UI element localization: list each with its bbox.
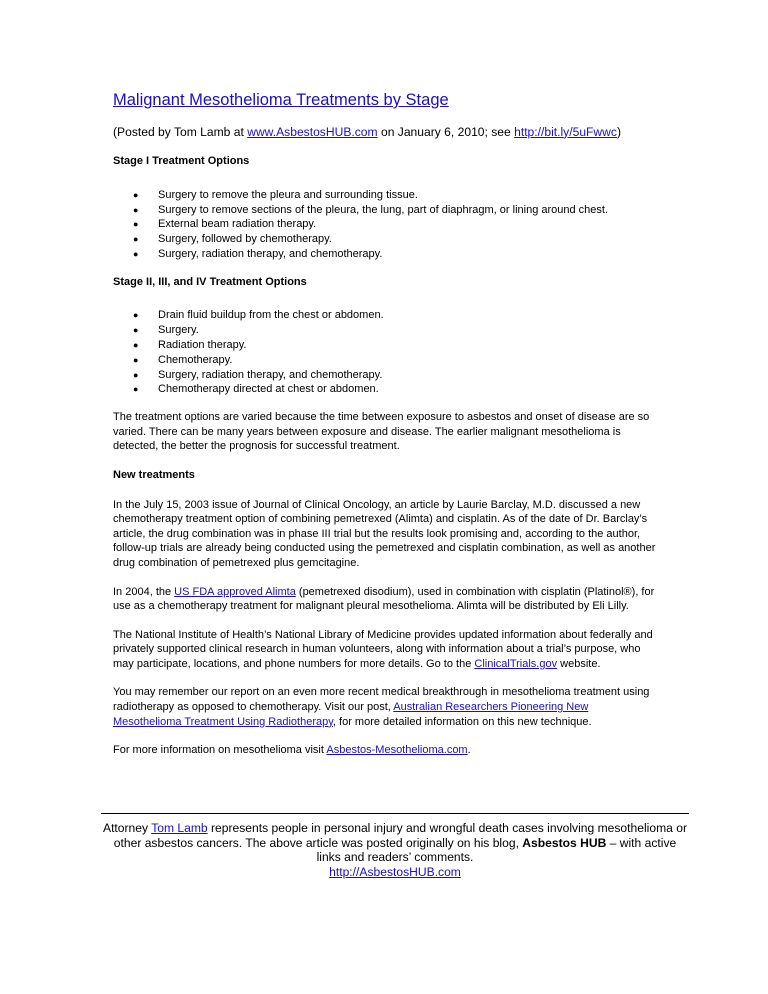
list-item <box>113 232 658 247</box>
list-item-text: Surgery, radiation therapy, and chemotherapy. <box>158 368 383 381</box>
list-item-text: Surgery, followed by chemotherapy. <box>158 233 332 246</box>
list-item-text: Surgery. <box>158 324 199 337</box>
clinicaltrials-link[interactable]: ClinicalTrials.gov <box>474 657 558 670</box>
posted-prefix: (Posted by Tom Lamb at <box>113 124 248 139</box>
blog-name: Asbestos HUB <box>522 835 607 850</box>
asbestos-mesothelioma-link[interactable]: Asbestos-Mesothelioma.com <box>326 744 468 757</box>
bullet-icon: ● <box>133 204 139 215</box>
footer-text-2: – with active links and readers’ comments. <box>316 835 677 865</box>
list-item <box>113 217 658 232</box>
bullet-icon: ● <box>133 249 139 259</box>
asbestoshub-link[interactable]: www.AsbestosHUB.com <box>247 124 378 139</box>
fda-paragraph <box>113 585 658 614</box>
list-item <box>113 368 658 383</box>
stage2-list <box>113 308 658 397</box>
nih-paragraph <box>113 628 658 672</box>
radiotherapy-prefix: You may remember our report on an even more recent medical breakthrough in mesothelioma treatment using radiotherapy as opposed to chemotherapy. Visit our post, <box>113 686 650 714</box>
bullet-icon: ● <box>133 219 139 230</box>
nih-prefix: The National Institute of Health’s National Library of Medicine provides updated information about federally and privately supported clinical research in human volunteers, along with information about a trial’s purpose, who may participate, locations, and phone numbers for more details. Go to the <box>113 628 653 670</box>
bullet-icon: ● <box>133 325 139 336</box>
bullet-icon: ● <box>133 189 139 200</box>
list-item-text: Chemotherapy directed at chest or abdomen. <box>158 383 379 396</box>
bitly-link[interactable]: http://bit.ly/5uFwwc <box>514 124 617 139</box>
list-item-text: External beam radiation therapy. <box>158 218 317 231</box>
posted-middle: on January 6, 2010; see <box>377 124 515 139</box>
fda-prefix: In 2004, the <box>113 585 175 598</box>
list-item-text: Chemotherapy. <box>158 353 233 366</box>
more-info-paragraph <box>113 743 658 758</box>
posted-suffix: ) <box>616 124 621 139</box>
attorney-footer <box>101 821 689 879</box>
list-item <box>113 188 658 203</box>
asbestoshub-url-link[interactable]: http://AsbestosHUB.com <box>329 864 461 879</box>
stage1-list <box>113 188 658 262</box>
australian-researchers-link[interactable]: Australian Researchers Pioneering New Mesothelioma Treatment Using Radiotherapy <box>113 701 589 728</box>
article-title-link[interactable]: Malignant Mesothelioma Treatments by Stage <box>113 91 449 109</box>
article-body <box>113 90 658 772</box>
list-item-text: Drain fluid buildup from the chest or abdomen. <box>158 309 384 322</box>
list-item <box>113 382 658 397</box>
list-item-text: Radiation therapy. <box>158 338 247 351</box>
posted-line <box>113 125 658 140</box>
bullet-icon: ● <box>133 310 139 321</box>
bullet-icon: ● <box>133 384 139 395</box>
nih-suffix: website. <box>557 657 601 670</box>
footer-divider <box>101 813 689 814</box>
stage2-heading: Stage II, III, and IV Treatment Options <box>113 275 307 288</box>
fda-alimta-link[interactable]: US FDA approved Alimta <box>174 585 296 598</box>
tom-lamb-link[interactable]: Tom Lamb <box>151 821 208 835</box>
list-item <box>113 247 658 262</box>
bullet-icon: ● <box>133 339 139 350</box>
stage1-heading: Stage I Treatment Options <box>113 155 250 168</box>
bullet-icon: ● <box>133 354 139 365</box>
list-item-text: Surgery, radiation therapy, and chemotherapy. <box>158 248 383 260</box>
list-item <box>113 338 658 353</box>
list-item-text: Surgery to remove the pleura and surrounding tissue. <box>158 188 418 201</box>
fda-suffix: (pemetrexed disodium), used in combination with cisplatin (Platinol®), for use as a chemotherapy treatment for malignant pleural mesothelioma. Alimta will be distributed by Eli Lilly. <box>113 585 655 613</box>
radiotherapy-suffix: , for more detailed information on this new technique. <box>332 715 592 728</box>
footer-prefix: Attorney <box>103 821 152 835</box>
list-item <box>113 323 658 338</box>
list-item-text: Surgery to remove sections of the pleura, the lung, part of diaphragm, or lining around chest. <box>158 203 609 216</box>
more-info-prefix: For more information on mesothelioma visit <box>113 744 327 757</box>
more-info-suffix: . <box>467 744 471 757</box>
barclay-paragraph: In the July 15, 2003 issue of Journal of Clinical Oncology, an article by Laurie Barclay, M.D. discussed a new chemotherapy treatment option of combining pemetrexed (Alimta) and cisplatin. As of the date of Dr. Barclay’s article, the drug combination was in phase III trial but the results look promising and, according to the author, follow-up trials are already being conducted using the pemetrexed and cisplatin combination, as well as another drug combination of pemetrexed plus gemcitagine. <box>113 498 656 569</box>
radiotherapy-paragraph <box>113 685 658 729</box>
list-item <box>113 308 658 323</box>
list-item <box>113 203 658 218</box>
article-title <box>113 90 658 111</box>
treatment-options-paragraph: The treatment options are varied because the time between exposure to asbestos and onset of disease are so varied. There can be many years between exposure and disease. The earlier malignant mesothelioma is detected, the better the prognosis for successful treatment. <box>113 411 650 453</box>
bullet-icon: ● <box>133 234 139 245</box>
footer-text: represents people in personal injury and wrongful death cases involving mesothelioma or other asbestos cancers. The above article was posted originally on his blog, <box>113 821 687 850</box>
new-treatments-heading: New treatments <box>113 468 195 481</box>
list-item <box>113 353 658 368</box>
bullet-icon: ● <box>133 369 139 380</box>
